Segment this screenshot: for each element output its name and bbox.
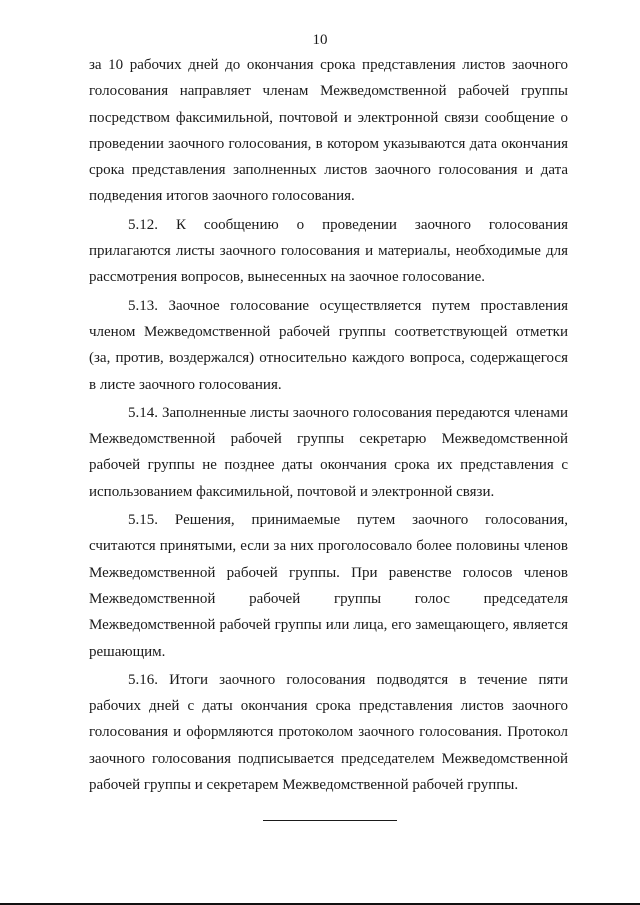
document-body <box>89 52 568 800</box>
paragraph-5-13: 5.13. Заочное голосование осуществляется путем проставления членом Межведомственной рабочей группы соответствующей отметки (за, против, воздержался) относительно каждого вопроса, содержащегося в листе заочного голосования. <box>89 297 568 393</box>
page-number: 10 <box>312 32 328 48</box>
paragraph-5-16: 5.16. Итоги заочного голосования подводятся в течение пяти рабочих дней с даты окончания срока представления листов заочного голосования и оформляются протоколом заочного голосования. Протокол заочного голосования подписывается председателем Межведомственной рабочей группы и секретарем Межведомственной рабочей группы. <box>89 671 568 794</box>
paragraph-5-15: 5.15. Решения, принимаемые путем заочного голосования, считаются принятыми, если за них проголосовало более половины членов Межведомственной рабочей группы. При равенстве голосов членов Межведомственной рабочей группы голос председателя Межведомственной рабочей группы или лица, его замещающего, является решающим. <box>89 512 568 660</box>
paragraph-continuation: за 10 рабочих дней до окончания срока представления листов заочного голосования направляет членам Межведомственной рабочей группы посредством факсимильной, почтовой и электронной связи сообщение о проведении заочного голосования, в котором указываются дата окончания срока представления заполненных листов заочного голосования и дата подведения итогов заочного голосования. <box>89 57 568 205</box>
paragraph-5-14: 5.14. Заполненные листы заочного голосования передаются членами Межведомственной рабочей группы секретарю Межведомственной рабочей группы не позднее даты окончания срока их представления с использованием факсимильной, почтовой и электронной связи. <box>89 404 568 500</box>
paragraph-5-12: 5.12. К сообщению о проведении заочного голосования прилагаются листы заочного голосования и материалы, необходимые для рассмотрения вопросов, вынесенных на заочное голосование. <box>89 216 568 286</box>
end-of-text-rule <box>263 820 397 821</box>
